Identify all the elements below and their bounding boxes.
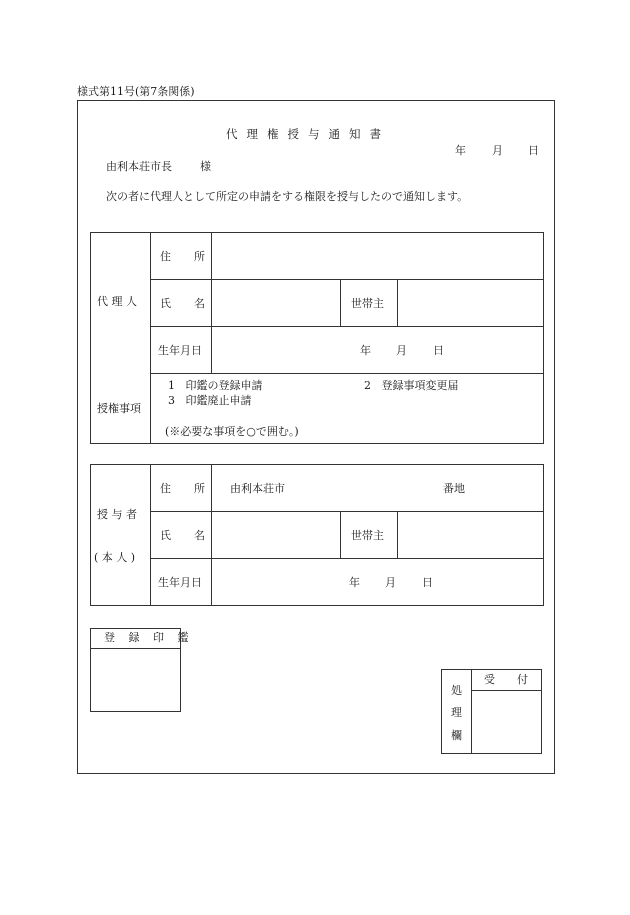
date-day-label: 日 (528, 144, 539, 157)
agent-name-label-1: 氏 (160, 297, 171, 310)
authority-item-2[interactable] (364, 380, 459, 391)
principal-address-label-1: 住 (160, 482, 171, 495)
principal-address-label-2: 所 (194, 482, 205, 495)
date-month-label: 月 (492, 144, 503, 157)
principal-birth-day: 日 (422, 576, 433, 589)
principal-name-field[interactable] (212, 512, 339, 557)
date-year-label: 年 (455, 144, 466, 157)
processing-char-2: 理 (451, 706, 462, 719)
agent-name-label-2: 名 (194, 297, 205, 310)
registered-seal-label: 登 録 印 鑑 (104, 631, 194, 644)
principal-section-label: 授 与 者 (97, 508, 137, 521)
principal-birth-label: 生年月日 (158, 576, 202, 589)
processing-char-3: 欄 (451, 729, 462, 742)
authority-item-text: 印鑑廃止申請 (185, 394, 252, 407)
principal-birth-month: 月 (385, 576, 396, 589)
authority-note: (※必要な事項を○で囲む。) (165, 425, 299, 438)
agent-address-label-2: 所 (194, 250, 205, 263)
agent-address-field[interactable] (212, 233, 543, 278)
authority-item-num: 1 (168, 379, 175, 392)
principal-address-suffix: 番地 (443, 482, 465, 495)
agent-birth-month: 月 (396, 344, 407, 357)
agent-address-label-1: 住 (160, 250, 171, 263)
principal-household-head-label: 世帯主 (351, 529, 384, 542)
authority-item-3[interactable] (168, 395, 252, 406)
agent-section-label: 代 理 人 (97, 295, 137, 308)
principal-address-field[interactable] (290, 465, 440, 510)
agent-name-field[interactable] (212, 280, 339, 325)
processing-char-1: 処 (451, 684, 462, 697)
agent-birth-day: 日 (433, 344, 444, 357)
authority-item-num: 3 (168, 394, 175, 407)
agent-household-head-label: 世帯主 (351, 297, 384, 310)
addressee: 由利本荘市長 (106, 160, 172, 173)
authority-item-text: 登録事項変更届 (381, 379, 459, 392)
document-title: 代理権授与通知書 (226, 127, 390, 141)
authority-item-1[interactable] (168, 380, 263, 391)
authority-item-text: 印鑑の登録申請 (185, 379, 263, 392)
agent-household-head-field[interactable] (398, 280, 543, 325)
principal-name-label-2: 名 (194, 529, 205, 542)
body-text: 次の者に代理人として所定の申請をする権限を授与したので通知します。 (106, 190, 469, 203)
principal-address-prefix: 由利本荘市 (230, 482, 285, 495)
agent-birth-year: 年 (360, 344, 371, 357)
authority-label: 授権事項 (97, 402, 141, 415)
reception-label: 受 付 (484, 673, 528, 686)
reception-stamp-area[interactable] (472, 691, 541, 753)
form-number: 様式第11号(第7条関係) (77, 85, 195, 98)
registered-seal-area[interactable] (91, 649, 180, 711)
principal-name-label-1: 氏 (160, 529, 171, 542)
principal-household-head-field[interactable] (398, 512, 543, 557)
principal-birth-year: 年 (349, 576, 360, 589)
agent-birth-label: 生年月日 (158, 344, 202, 357)
addressee-suffix: 様 (200, 160, 211, 173)
authority-item-num: 2 (364, 379, 371, 392)
principal-section-sublabel: ( 本 人 ) (94, 551, 136, 564)
